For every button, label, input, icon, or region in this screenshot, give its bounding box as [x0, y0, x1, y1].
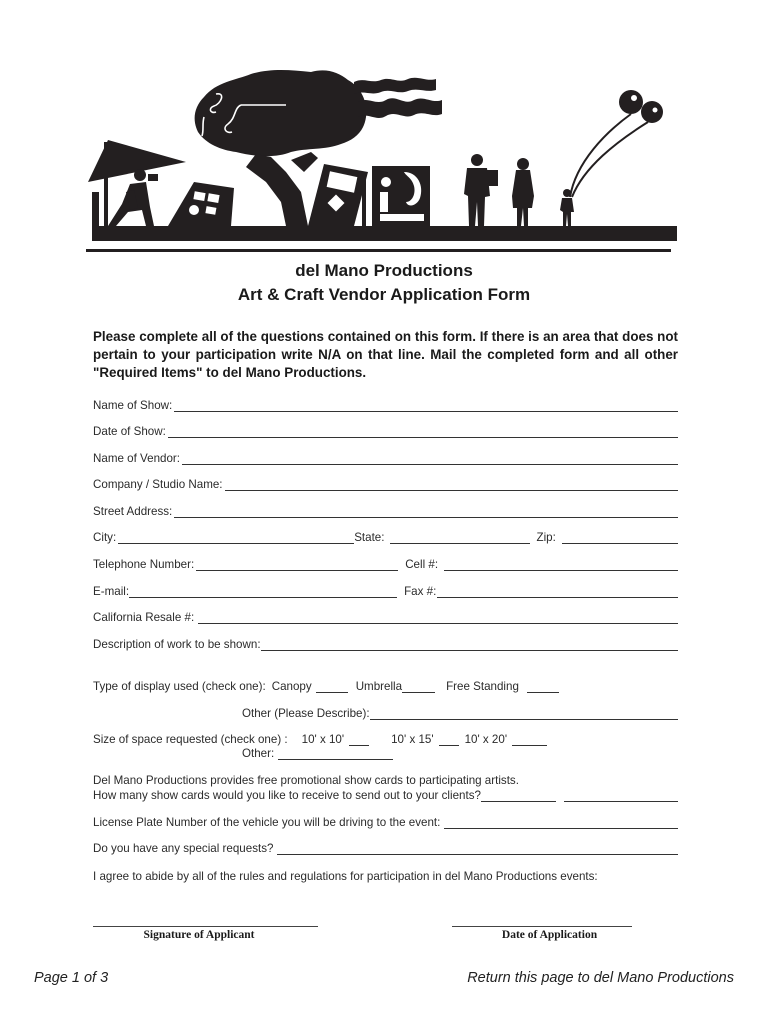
- city-label: City:: [93, 531, 117, 544]
- fax-field[interactable]: [437, 585, 678, 598]
- license-plate-field[interactable]: [444, 816, 678, 829]
- name-of-show-row: [93, 396, 678, 412]
- space-10x15-label: 10' x 15': [391, 733, 434, 746]
- cell-label: Cell #:: [405, 558, 439, 571]
- display-type-row: [93, 677, 593, 693]
- display-free-standing-label: Free Standing: [446, 680, 519, 693]
- signature-line[interactable]: [93, 926, 318, 927]
- agreement-row: [93, 867, 678, 883]
- display-umbrella-label: Umbrella: [355, 680, 403, 693]
- email-field[interactable]: [129, 585, 397, 598]
- city-field[interactable]: [118, 531, 354, 544]
- date-of-show-label: Date of Show:: [93, 425, 166, 438]
- street-address-field[interactable]: [174, 505, 678, 518]
- show-cards-quantity-field[interactable]: [481, 789, 556, 802]
- date-of-show-row: [93, 422, 678, 438]
- telephone-field[interactable]: [196, 558, 398, 571]
- date-of-show-field[interactable]: [168, 425, 678, 438]
- display-canopy-label: Canopy: [271, 680, 312, 693]
- return-note: Return this page to del Mano Productions: [467, 970, 734, 986]
- telephone-cell-row: [93, 555, 678, 571]
- date-label: Date of Application: [501, 929, 598, 941]
- display-type-label: Type of display used (check one):: [93, 680, 266, 693]
- telephone-label: Telephone Number:: [93, 558, 195, 571]
- name-of-vendor-row: [93, 449, 678, 465]
- space-10x10-label: 10' x 10': [301, 733, 345, 746]
- instructions-paragraph: Please complete all of the questions contained on this form. If there is an area that does not pertain to your participation write N/A on that line. Mail the completed form and all other "Required Items" to del Mano Productions.: [93, 329, 678, 380]
- cell-field[interactable]: [444, 558, 678, 571]
- license-plate-row: [93, 813, 678, 829]
- street-address-label: Street Address:: [93, 505, 173, 518]
- resale-label: California Resale #:: [93, 611, 195, 624]
- space-size-label: Size of space requested (check one) :: [93, 733, 288, 746]
- license-plate-label: License Plate Number of the vehicle you will be driving to the event:: [93, 816, 441, 829]
- resale-field[interactable]: [198, 611, 678, 624]
- special-requests-row: [93, 839, 678, 855]
- form-title: Art & Craft Vendor Application Form: [237, 285, 531, 304]
- company-name: del Mano Productions: [295, 261, 473, 280]
- company-studio-label: Company / Studio Name:: [93, 478, 223, 491]
- state-field[interactable]: [390, 531, 530, 544]
- name-of-vendor-label: Name of Vendor:: [93, 452, 181, 465]
- display-canopy-check[interactable]: [316, 680, 348, 693]
- zip-label: Zip:: [536, 531, 556, 544]
- date-line[interactable]: [452, 926, 632, 927]
- street-address-row: [93, 502, 678, 518]
- company-studio-row: [93, 475, 678, 491]
- space-other-row: [242, 744, 442, 760]
- company-studio-field[interactable]: [225, 478, 678, 491]
- fax-label: Fax #:: [404, 585, 437, 598]
- email-fax-row: [93, 582, 678, 598]
- space-other-field[interactable]: [278, 747, 393, 760]
- display-umbrella-check[interactable]: [402, 680, 435, 693]
- special-requests-label: Do you have any special requests?: [93, 842, 274, 855]
- display-other-row: [242, 704, 678, 720]
- show-cards-info-row: [93, 771, 678, 787]
- space-other-label: Other:: [242, 747, 275, 760]
- email-label: E-mail:: [93, 585, 130, 598]
- description-row: [93, 635, 678, 651]
- state-label: State:: [354, 531, 385, 544]
- show-cards-question: How many show cards would you like to receive to send out to your clients?: [93, 789, 481, 802]
- display-free-standing-check[interactable]: [527, 680, 559, 693]
- zip-field[interactable]: [562, 531, 678, 544]
- show-cards-quantity-row: [93, 786, 678, 802]
- name-of-show-field[interactable]: [174, 399, 678, 412]
- signature-label: Signature of Applicant: [143, 929, 255, 941]
- show-cards-info-text: Del Mano Productions provides free promotional show cards to participating artists.: [93, 774, 519, 787]
- display-other-field[interactable]: [370, 707, 678, 720]
- resale-row: [93, 608, 678, 624]
- space-10x20-check[interactable]: [512, 733, 547, 746]
- agreement-text: I agree to abide by all of the rules and regulations for participation in del Mano Productions events:: [93, 870, 598, 883]
- display-other-label: Other (Please Describe):: [242, 707, 370, 720]
- city-state-zip-row: [93, 528, 678, 544]
- page-number: Page 1 of 3: [34, 970, 109, 986]
- name-of-vendor-field[interactable]: [182, 452, 678, 465]
- name-of-show-label: Name of Show:: [93, 399, 173, 412]
- space-10x20-label: 10' x 20': [464, 733, 508, 746]
- special-requests-field[interactable]: [277, 842, 678, 855]
- art-fair-banner-illustration: [86, 62, 686, 257]
- description-label: Description of work to be shown:: [93, 638, 261, 651]
- show-cards-quantity-field-2[interactable]: [564, 789, 678, 802]
- description-field[interactable]: [261, 638, 678, 651]
